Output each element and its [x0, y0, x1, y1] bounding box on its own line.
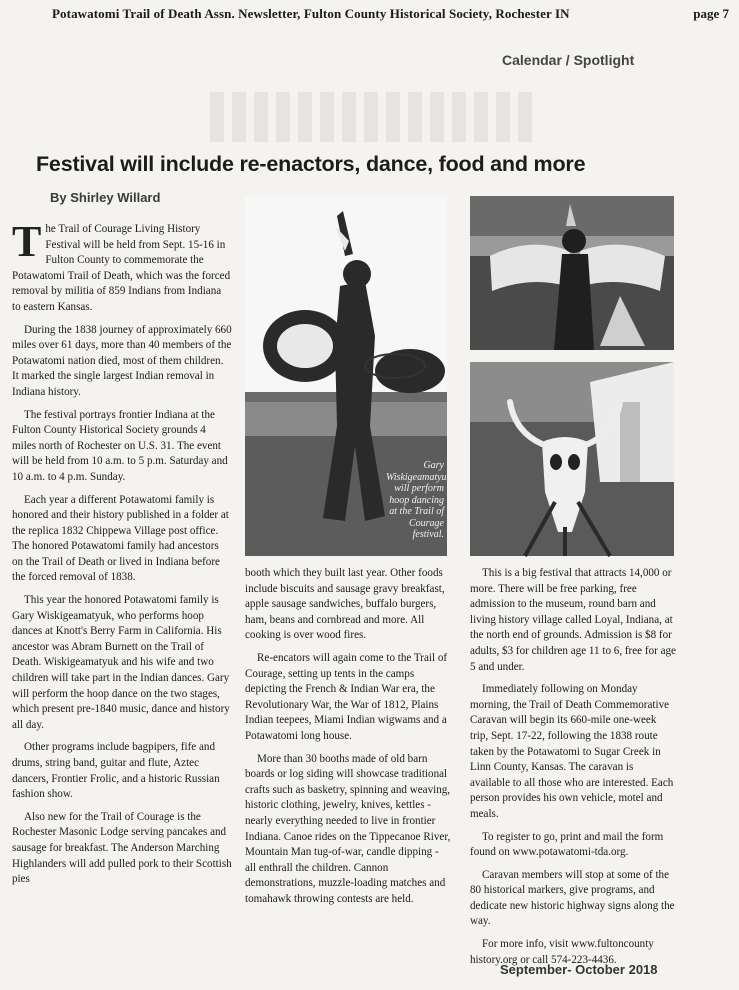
article-column-2 [245, 566, 451, 956]
paragraph: More than 30 booths made of old barn boards or log siding will showcase traditional crafts such as basketry, spinning and weaving, historic clothing, jewelry, knives, kettles - nearly everything needed to live in frontier Indiana. Canoe rides on the Tippecanoe River, Mountain Man tug-of-war, candle dipping - all enthrall the children. Cannon demonstrations, muzzle-loading matches and tomahawk throwing contests are held. [245, 752, 451, 905]
drop-cap: T [12, 217, 42, 266]
paragraph: Each year a different Potawatomi family is honored and their history published in a folder at the replica 1832 Chippewa Village post office. The honored Potawatomi family had ancestors on the Trail of Death or lived in Indiana before the forced removal of 1838. [12, 493, 229, 584]
paragraph: To register to go, print and mail the form found on www.potawatomi-tda.org. [470, 830, 664, 859]
photo-caption: Gary Wiskigeamatyuk will perform hoop dancing at the Trail of Courage festival. [386, 460, 451, 540]
paragraph: Immediately following on Monday morning, the Trail of Death Commemorative Caravan will begin its 660-mile one-week trip, Sept. 17-22, following the 1838 route taken by the Potawatomi to Sugar Creek in Linn County, Kansas. The caravan is available to all those who are interested. Each person provides his own vehicle, motel and meals. [470, 683, 674, 820]
skull-illustration [470, 362, 674, 556]
paragraph: Also new for the Trail of Courage is the Rochester Masonic Lodge serving pancakes and sausage for breakfast. The Anderson Marching Highlanders will add pulled pork to their Scottish pies [12, 810, 232, 886]
paragraph: For more info, visit www.fultoncounty history.org or call 574-223-4436. [470, 938, 654, 966]
paragraph: booth which they built last year. Other foods include biscuits and sausage gravy breakfast, apple sausage sandwiches, buffalo burgers, ham, beans and cornbread and more. All cooking is over wood fires. [245, 567, 445, 642]
article-headline: Festival will include re-enactors, dance, food and more [36, 152, 586, 176]
photo-skull-display [470, 362, 674, 556]
paragraph: This year the honored Potawatomi family is Gary Wiskigeamatyuk, who performs hoop dances at Knott's Berry Farm in California. His ancestor was Abram Burnett on the Trail of Death. Wiskigeamatyuk and his wife and two children will take part in the Indian dances. Gary will perform the hoop dance on the two stages, which present pre-1840 music, dance and history all day. [12, 594, 230, 731]
regalia-illustration [470, 196, 674, 350]
article-column-1 [12, 217, 232, 962]
article-column-3 [470, 566, 676, 966]
article-byline: By Shirley Willard [50, 190, 161, 205]
section-label: Calendar / Spotlight [502, 52, 635, 68]
photo-dancer-regalia [470, 196, 674, 350]
first-paragraph-text: he Trail of Courage Living History Festival will be held from Sept. 15-16 in Fulton County to commemorate the Potawatomi Trail of Death, which was the forced removal by militia of 859 Indians from Indiana to eastern Kansas. [12, 223, 231, 313]
paragraph: During the 1838 journey of approximately 660 miles over 61 days, more than 40 members of the Potawatomi nation died, most of them children. It marked the single largest Indian removal in Indiana history. [12, 323, 232, 398]
paragraph: Caravan members will stop at some of the 80 historical markers, give programs, and dedicate new historic highway signs along the way. [470, 868, 675, 928]
paragraph: The festival portrays frontier Indiana at the Fulton County Historical Society grounds 4 miles north of Rochester on U.S. 31. The event will be held from 10 a.m. to 5 p.m. Saturday and 10 a.m. to 4 p.m. Sunday. [12, 408, 228, 483]
paragraph: Re-encators will again come to the Trail of Courage, setting up tents in the camps depicting the French & Indian War era, the Revolutionary War, the War of 1812, Plains Indian teepees, Miami Indian wigwams and a Potawatomi long house. [245, 651, 448, 742]
bleed-through [210, 92, 540, 142]
page-number: page 7 [693, 6, 729, 21]
paragraph: This is a big festival that attracts 14,000 or more. There will be free parking, free admission to the museum, round barn and living history village called Loyal, Indiana, at the north end of grounds. Admission is $8 for adults, $3 for children age 11 to 6, free for age 5 and under. [470, 567, 676, 673]
issue-date-footer: September- October 2018 [500, 962, 658, 977]
newsletter-header: Potawatomi Trail of Death Assn. Newsletter, Fulton County Historical Society, Rochester IN [52, 6, 570, 21]
first-paragraph [12, 217, 232, 316]
paragraph: Other programs include bagpipers, fife and drums, string band, guitar and flute, Aztec dancers, Frontier Frolic, and a historic Russian fashion show. [12, 741, 220, 801]
